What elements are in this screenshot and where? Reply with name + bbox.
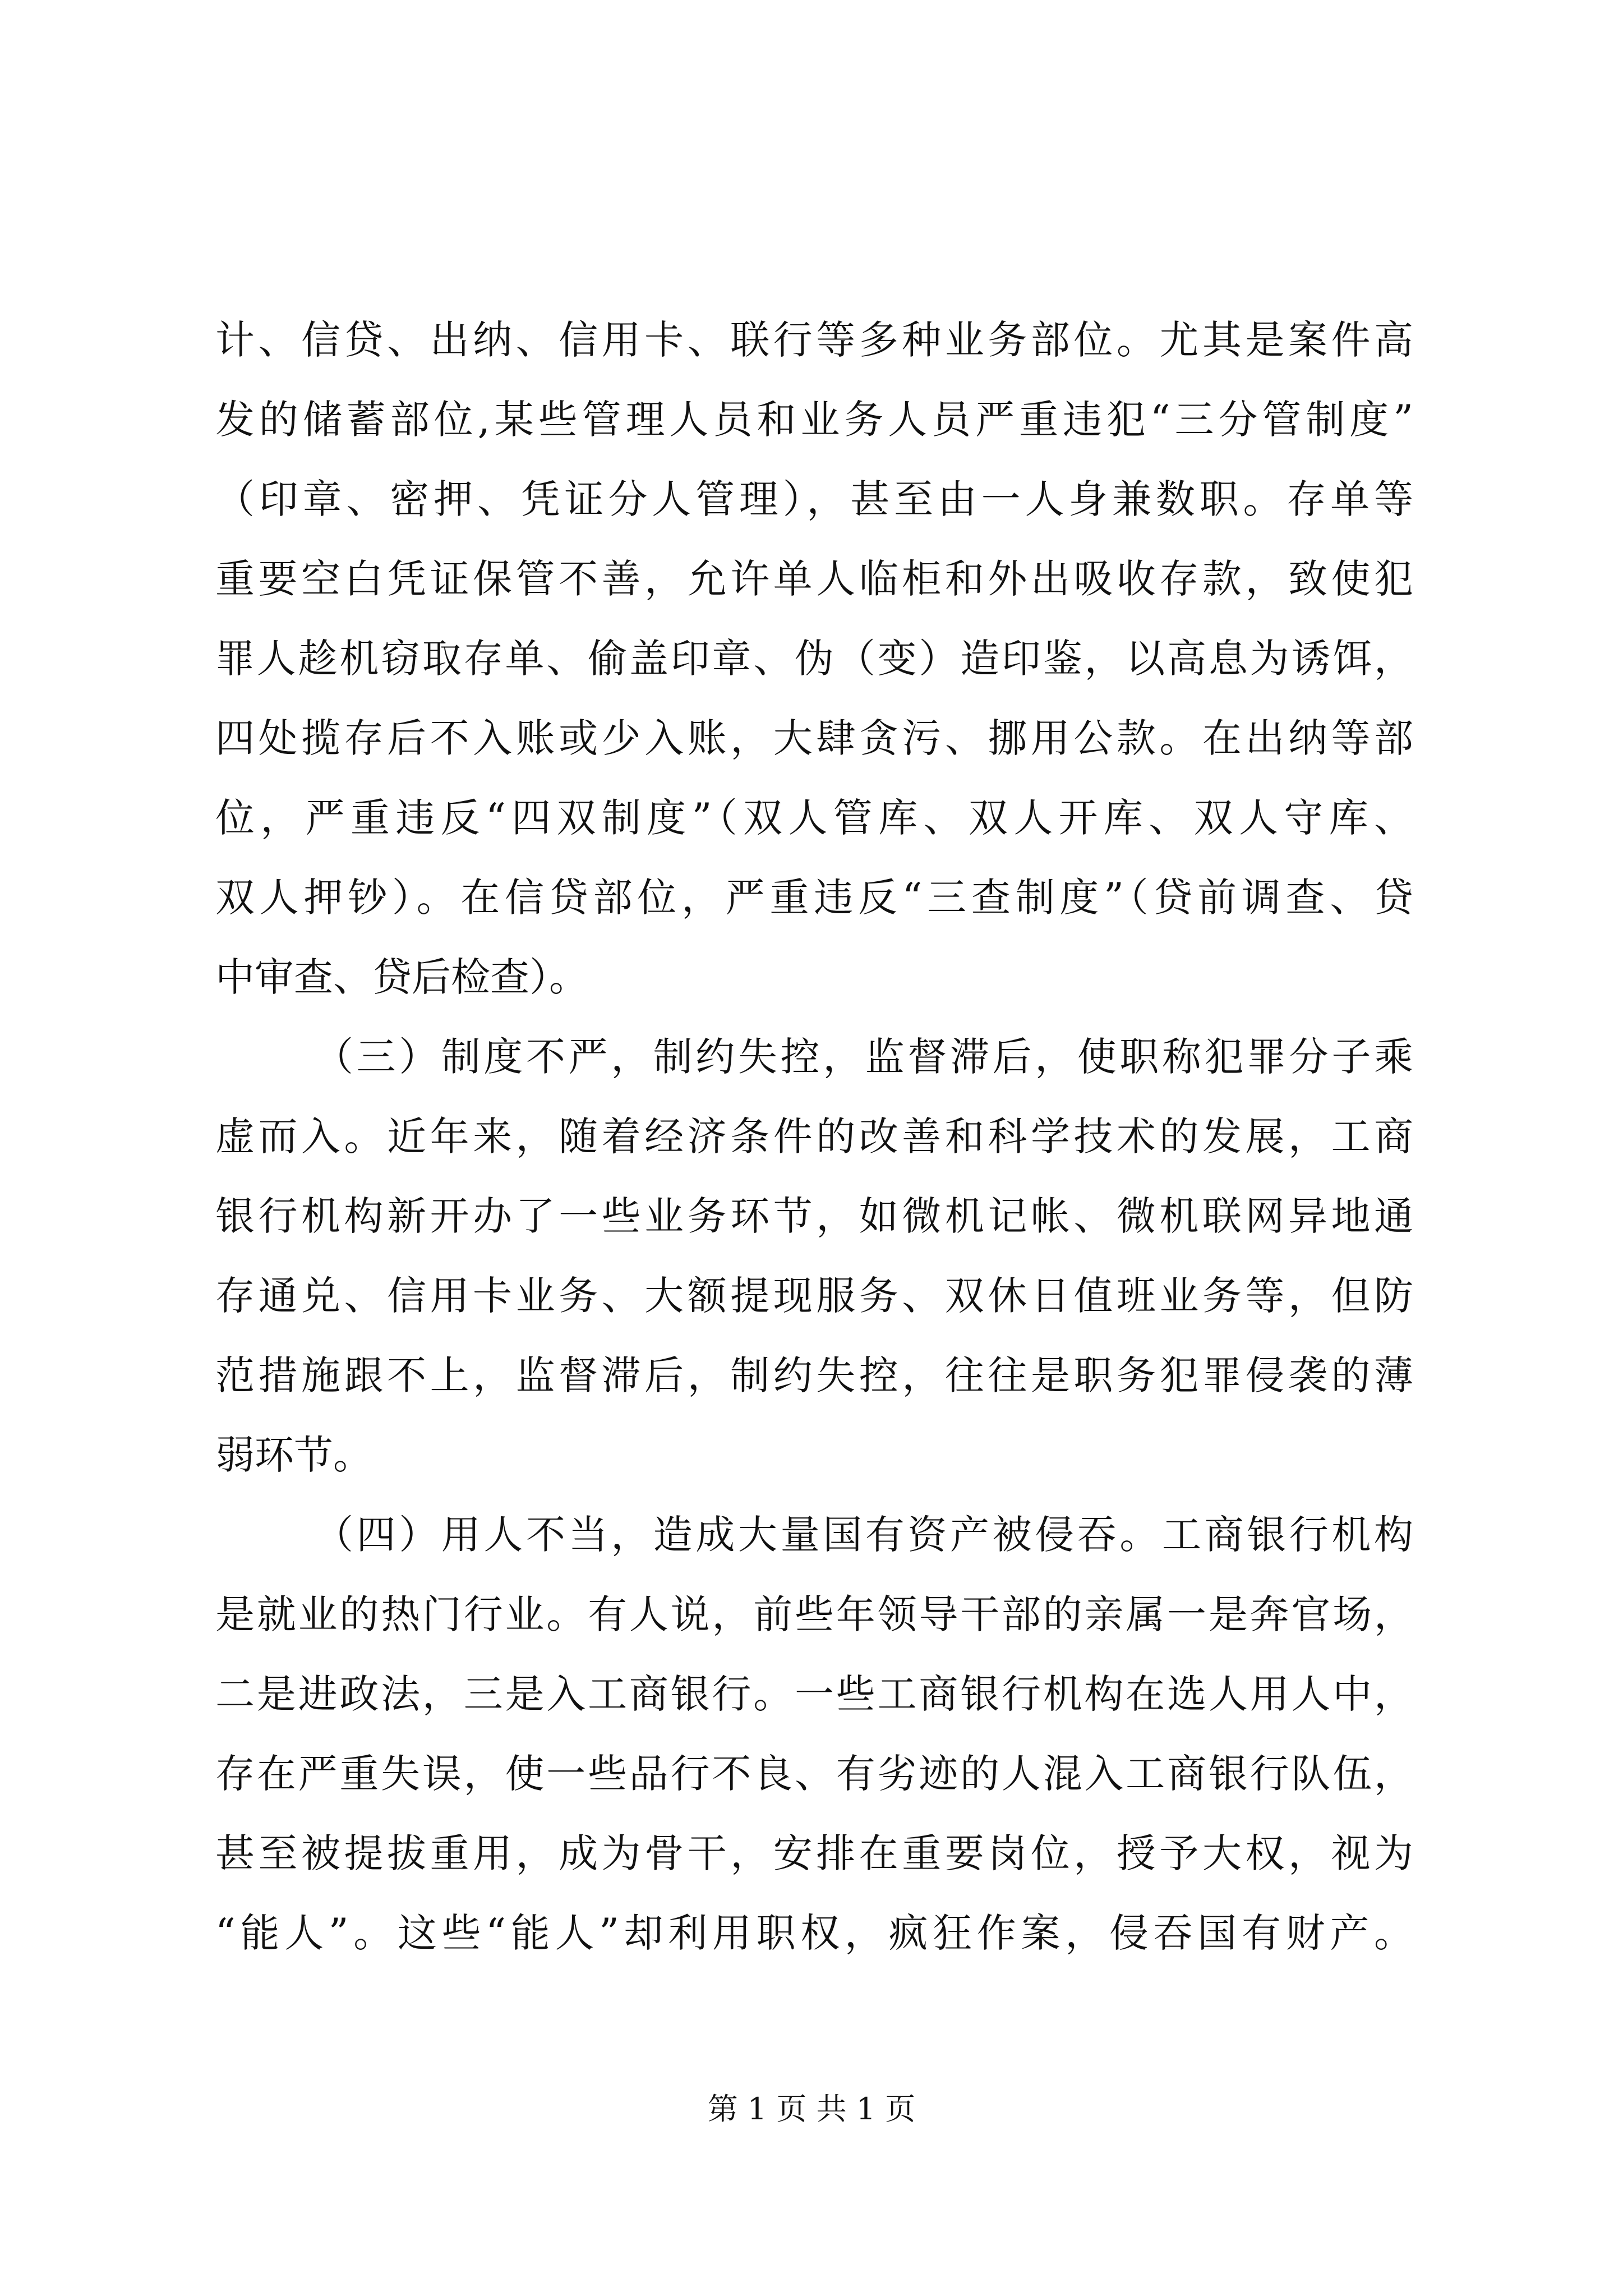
text-line: 四处揽存后不入账或少入账，大肆贪污、挪用公款。在出纳等部 — [215, 715, 1413, 761]
page-footer: 第 1 页 共 1 页 — [707, 2091, 916, 2127]
text-line: 存在严重失误，使一些品行不良、有劣迹的人混入工商银行队伍， — [215, 1751, 1413, 1797]
paragraph-four-heading-line: （四）用人不当，造成大量国有资产被侵吞。工商银行机构 — [314, 1512, 1413, 1558]
text-line: 银行机构新开办了一些业务环节，如微机记帐、微机联网异地通 — [215, 1193, 1413, 1239]
text-line: 双人押钞）。在信贷部位，严重违反“三查制度”（贷前调查、贷 — [215, 875, 1413, 921]
text-line: 发的储蓄部位,某些管理人员和业务人员严重违犯“三分管制度” — [215, 397, 1413, 443]
text-line: 范措施跟不上，监督滞后，制约失控，往往是职务犯罪侵袭的薄 — [215, 1352, 1413, 1398]
text-line: 虚而入。近年来，随着经济条件的改善和科学技术的发展，工商 — [215, 1114, 1413, 1159]
text-line: 罪人趁机窃取存单、偷盖印章、伪（变）造印鉴，以高息为诱饵， — [215, 636, 1413, 682]
text-line: 中审查、贷后检查）。 — [215, 954, 588, 1000]
text-line: 二是进政法，三是入工商银行。一些工商银行机构在选人用人中， — [215, 1671, 1413, 1717]
body-text — [215, 300, 1413, 1973]
text-line: “能人”。这些“能人”却利用职权，疯狂作案，侵吞国有财产。 — [215, 1910, 1413, 1956]
text-line: 弱环节。 — [215, 1432, 372, 1478]
text-line: （印章、密押、凭证分人管理），甚至由一人身兼数职。存单等 — [215, 476, 1413, 522]
text-line: 重要空白凭证保管不善，允许单人临柜和外出吸收存款，致使犯 — [215, 556, 1413, 602]
text-line: 存通兑、信用卡业务、大额提现服务、双休日值班业务等，但防 — [215, 1273, 1413, 1319]
text-line: 计、信贷、出纳、信用卡、联行等多种业务部位。尤其是案件高 — [215, 317, 1413, 363]
text-line: 位，严重违反“四双制度”（双人管库、双人开库、双人守库、 — [215, 795, 1413, 841]
text-line: 甚至被提拔重用，成为骨干，安排在重要岗位，授予大权，视为 — [215, 1830, 1413, 1876]
text-line: 是就业的热门行业。有人说，前些年领导干部的亲属一是奔官场， — [215, 1591, 1413, 1637]
paragraph-three-heading-line: （三）制度不严，制约失控，监督滞后，使职称犯罪分子乘 — [314, 1034, 1413, 1080]
